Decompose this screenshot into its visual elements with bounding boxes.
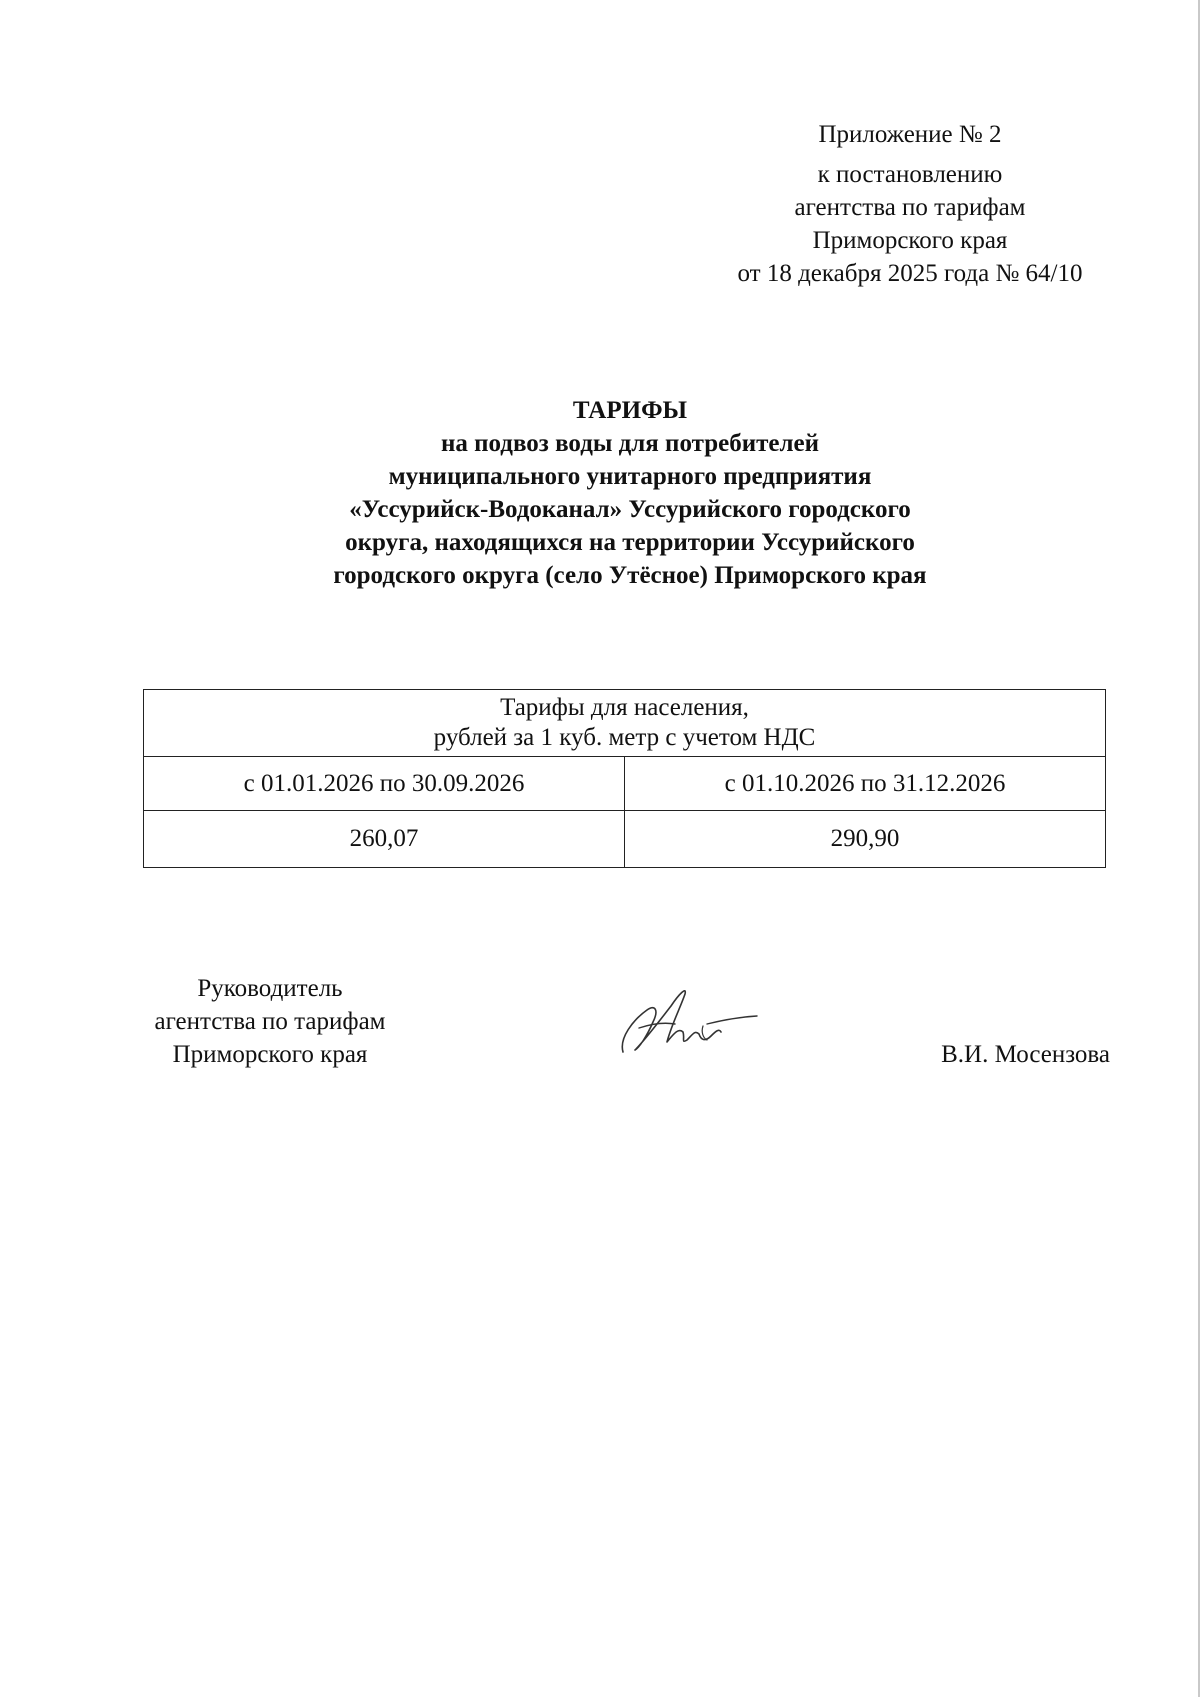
table-header-row bbox=[144, 690, 1106, 757]
document-title bbox=[235, 394, 1025, 592]
appendix-date-line: от 18 декабря 2025 года № 64/10 bbox=[737, 260, 1083, 287]
title-line: округа, находящихся на территории Уссурийского bbox=[345, 529, 915, 556]
title-line: городского округа (село Утёсное) Приморского края bbox=[333, 562, 927, 589]
title-heading: ТАРИФЫ bbox=[572, 397, 688, 424]
period-cell-2: с 01.10.2026 по 31.12.2026 bbox=[625, 757, 1106, 811]
appendix-line: к постановлению bbox=[817, 161, 1003, 188]
title-line: муниципального унитарного предприятия bbox=[388, 463, 872, 490]
appendix-line: Приморского края bbox=[812, 227, 1008, 254]
title-line: на подвоз воды для потребителей bbox=[440, 430, 820, 457]
signer-position bbox=[120, 972, 420, 1071]
table-header-line: рублей за 1 куб. метр с учетом НДС bbox=[433, 724, 816, 751]
appendix-line: агентства по тарифам bbox=[794, 194, 1026, 221]
table-header-line: Тарифы для населения, bbox=[500, 694, 749, 721]
signer-name: В.И. Мосензова bbox=[941, 1041, 1110, 1068]
signer-position-line: Руководитель bbox=[197, 975, 343, 1002]
title-line: «Уссурийск-Водоканал» Уссурийского городского bbox=[349, 496, 911, 523]
handwritten-signature bbox=[615, 980, 765, 1060]
signer-position-line: агентства по тарифам bbox=[154, 1008, 386, 1035]
appendix-header bbox=[690, 118, 1130, 290]
value-cell-2: 290,90 bbox=[625, 811, 1106, 868]
value-cell-1: 260,07 bbox=[144, 811, 625, 868]
appendix-number: Приложение № 2 bbox=[818, 121, 1002, 148]
table-header-cell bbox=[144, 690, 1106, 757]
table-period-row bbox=[144, 757, 1106, 811]
signer-position-line: Приморского края bbox=[172, 1041, 368, 1068]
period-cell-1: с 01.01.2026 по 30.09.2026 bbox=[144, 757, 625, 811]
table-value-row bbox=[144, 811, 1106, 868]
tariff-table bbox=[143, 689, 1106, 868]
